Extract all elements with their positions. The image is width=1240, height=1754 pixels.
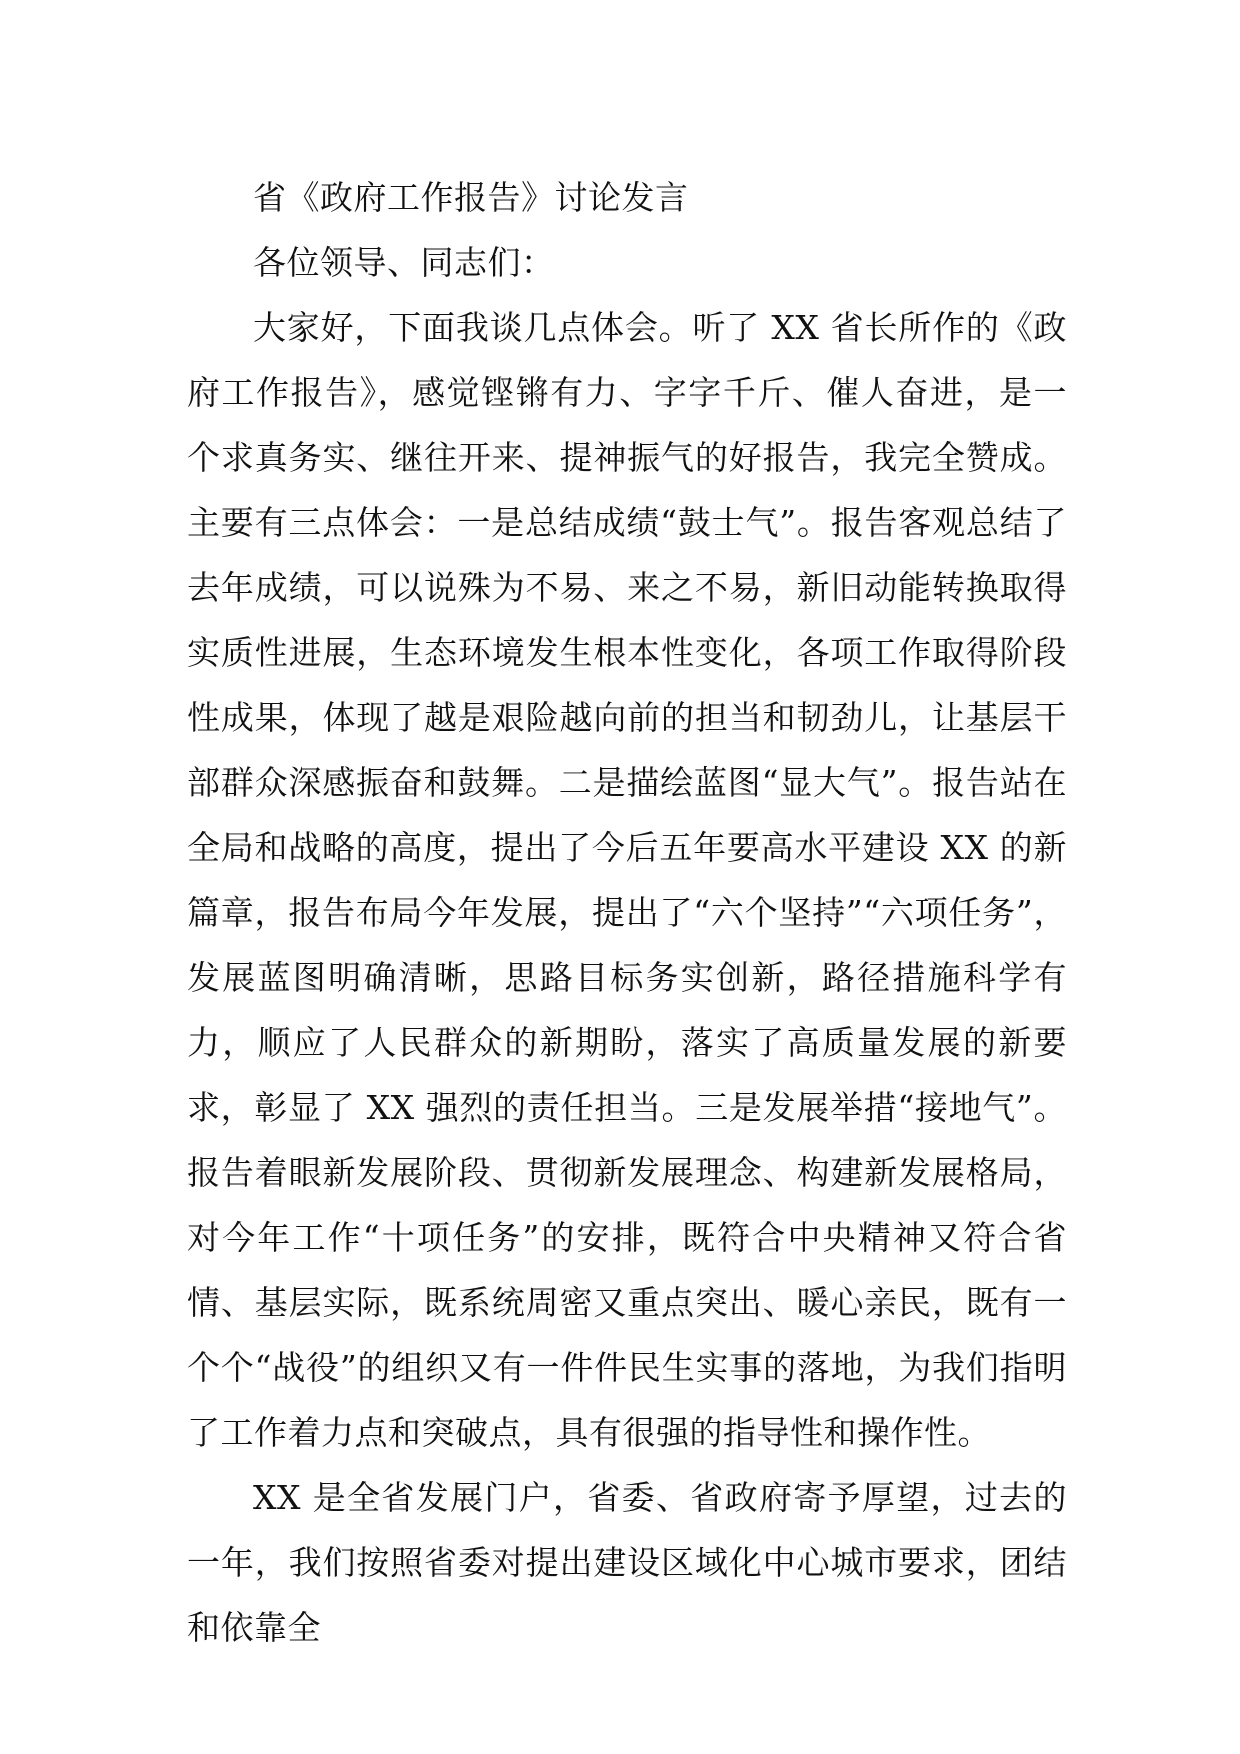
body-paragraph-1: 大家好，下面我谈几点体会。听了 XX 省长所作的《政府工作报告》，感觉铿锵有力、字字千斤、催人奋进，是一个求真务实、继往开来、提神振气的好报告，我完全赞成。主要有三点体会：一是总结成绩“鼓士气”。报告客观总结了去年成绩，可以说殊为不易、来之不易，新旧动能转换取得实质性进展，生态环境发生根本性变化，各项工作取得阶段性成果，体现了越是艰险越向前的担当和韧劲儿，让基层干部群众深感振奋和鼓舞。二是描绘蓝图“显大气”。报告站在全局和战略的高度，提出了今后五年要高水平建设 XX 的新篇章，报告布局今年发展，提出了“六个坚持”“六项任务”，发展蓝图明确清晰，思路目标务实创新，路径措施科学有力，顺应了人民群众的新期盼，落实了高质量发展的新要求，彰显了 XX 强烈的责任担当。三是发展举措“接地气”。报告着眼新发展阶段、贯彻新发展理念、构建新发展格局，对今年工作“十项任务”的安排，既符合中央精神又符合省情、基层实际，既系统周密又重点突出、暖心亲民，既有一个个“战役”的组织又有一件件民生实事的落地，为我们指明了工作着力点和突破点，具有很强的指导性和操作性。 <box>187 308 1067 1452</box>
salutation: 各位领导、同志们： <box>253 243 555 282</box>
document-body <box>187 165 1067 1660</box>
document-title: 省《政府工作报告》讨论发言 <box>253 178 689 217</box>
body-paragraph-2: XX 是全省发展门户，省委、省政府寄予厚望，过去的一年，我们按照省委对提出建设区域化中心城市要求，团结和依靠全 <box>187 1478 1067 1647</box>
